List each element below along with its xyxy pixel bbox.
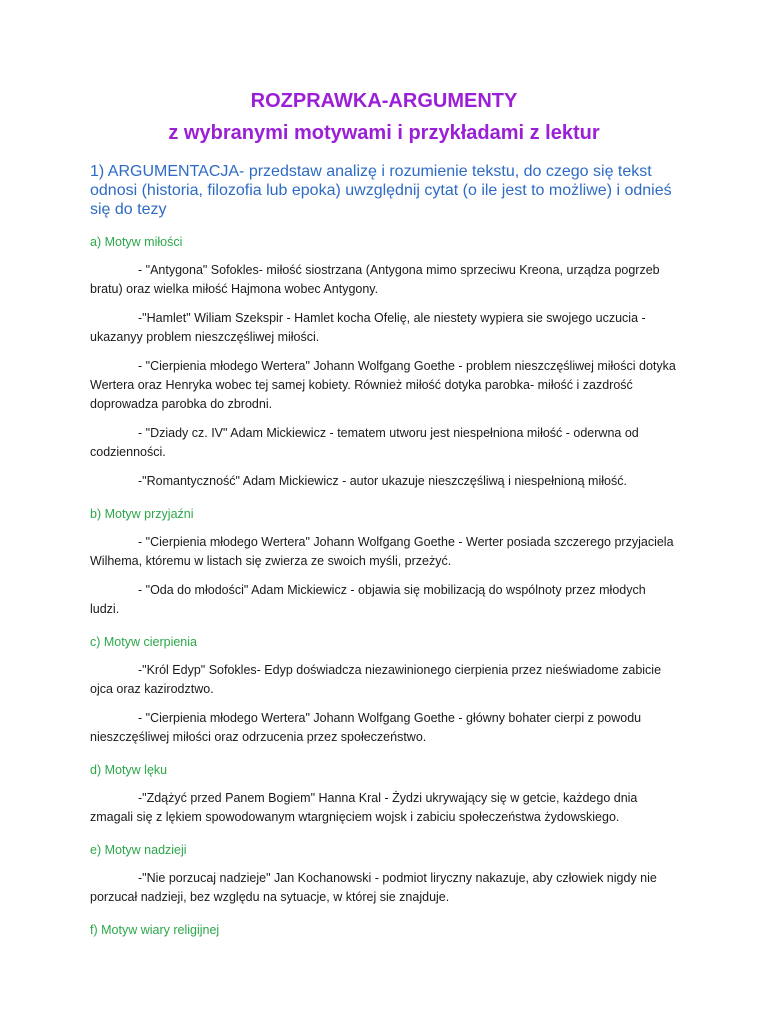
- document-title: ROZPRAWKA-ARGUMENTY: [250, 90, 518, 112]
- section-heading: e) Motyw nadzieji: [90, 843, 187, 857]
- list-item: - "Cierpienia młodego Wertera" Johann Wolfgang Goethe - Werter posiada szczerego przyjaciela Wilhema, któremu w listach się zwierza ze swoich myśli, przeżyć.: [90, 535, 674, 568]
- list-item: - "Dziady cz. IV" Adam Mickiewicz - tematem utworu jest niespełniona miłość - oderwna od codzienności.: [90, 426, 639, 459]
- section-love: [90, 233, 678, 491]
- section-heading: d) Motyw lęku: [90, 763, 168, 777]
- section-suffering: [90, 633, 678, 747]
- list-item: -"Hamlet" Wiliam Szekspir - Hamlet kocha Ofelię, ale niestety wypiera sie swojego uczucia - ukazanyy problem nieszczęśliwej miłości.: [90, 311, 646, 344]
- list-item: -"Nie porzucaj nadzieje" Jan Kochanowski - podmiot liryczny nakazuje, aby człowiek nigdy nie porzucał nadzieji, bez względu na sytuacje, w której sie znajduje.: [90, 871, 657, 904]
- list-item: -"Zdążyć przed Panem Bogiem" Hanna Kral - Żydzi ukrywający się w getcie, każdego dnia zmagali się z lękiem spowodowanym wtargnięciem wojsk i zabiciu społeczeństwa żydowskiego.: [90, 791, 638, 824]
- list-item: -"Romantyczność" Adam Mickiewicz - autor ukazuje nieszczęśliwą i niespełnioną miłość.: [138, 474, 627, 488]
- section-heading: c) Motyw cierpienia: [90, 635, 197, 649]
- list-item: - "Cierpienia młodego Wertera" Johann Wolfgang Goethe - główny bohater cierpi z powodu nieszczęśliwej miłości oraz odrzucenia przez społeczeństwo.: [90, 711, 642, 744]
- section-heading: a) Motyw miłości: [90, 235, 183, 249]
- section-fear: [90, 761, 678, 827]
- section-hope: [90, 841, 678, 907]
- argumentation-intro: 1) ARGUMENTACJA- przedstaw analizę i rozumienie tekstu, do czego się tekst odnosi (historia, filozofia lub epoka) uwzględnij cytat (o ile jest to możliwe) i odnieś się do tezy: [90, 163, 672, 218]
- section-faith: [90, 921, 678, 939]
- section-friendship: [90, 505, 678, 619]
- section-heading: b) Motyw przyjaźni: [90, 507, 194, 521]
- list-item: -"Król Edyp" Sofokles- Edyp doświadcza niezawinionego cierpienia przez nieświadome zabicie ojca oraz kazirodztwo.: [90, 663, 662, 696]
- list-item: - "Oda do młodości" Adam Mickiewicz - objawia się mobilizacją do wspólnoty przez młodych ludzi.: [90, 583, 646, 616]
- list-item: - "Antygona" Sofokles- miłość siostrzana (Antygona mimo sprzeciwu Kreona, urządza pogrzeb bratu) oraz wielka miłość Hajmona wobec Antygony.: [90, 263, 660, 296]
- list-item: - "Cierpienia młodego Wertera" Johann Wolfgang Goethe - problem nieszczęśliwej miłości dotyka Wertera oraz Henryka wobec tej samej kobiety. Również miłość dotyka parobka- miłość i zazdrość doprowadza parobka do zbrodni.: [90, 359, 676, 411]
- document-subtitle: z wybranymi motywami i przykładami z lektur: [168, 122, 600, 144]
- section-heading: f) Motyw wiary religijnej: [90, 923, 220, 937]
